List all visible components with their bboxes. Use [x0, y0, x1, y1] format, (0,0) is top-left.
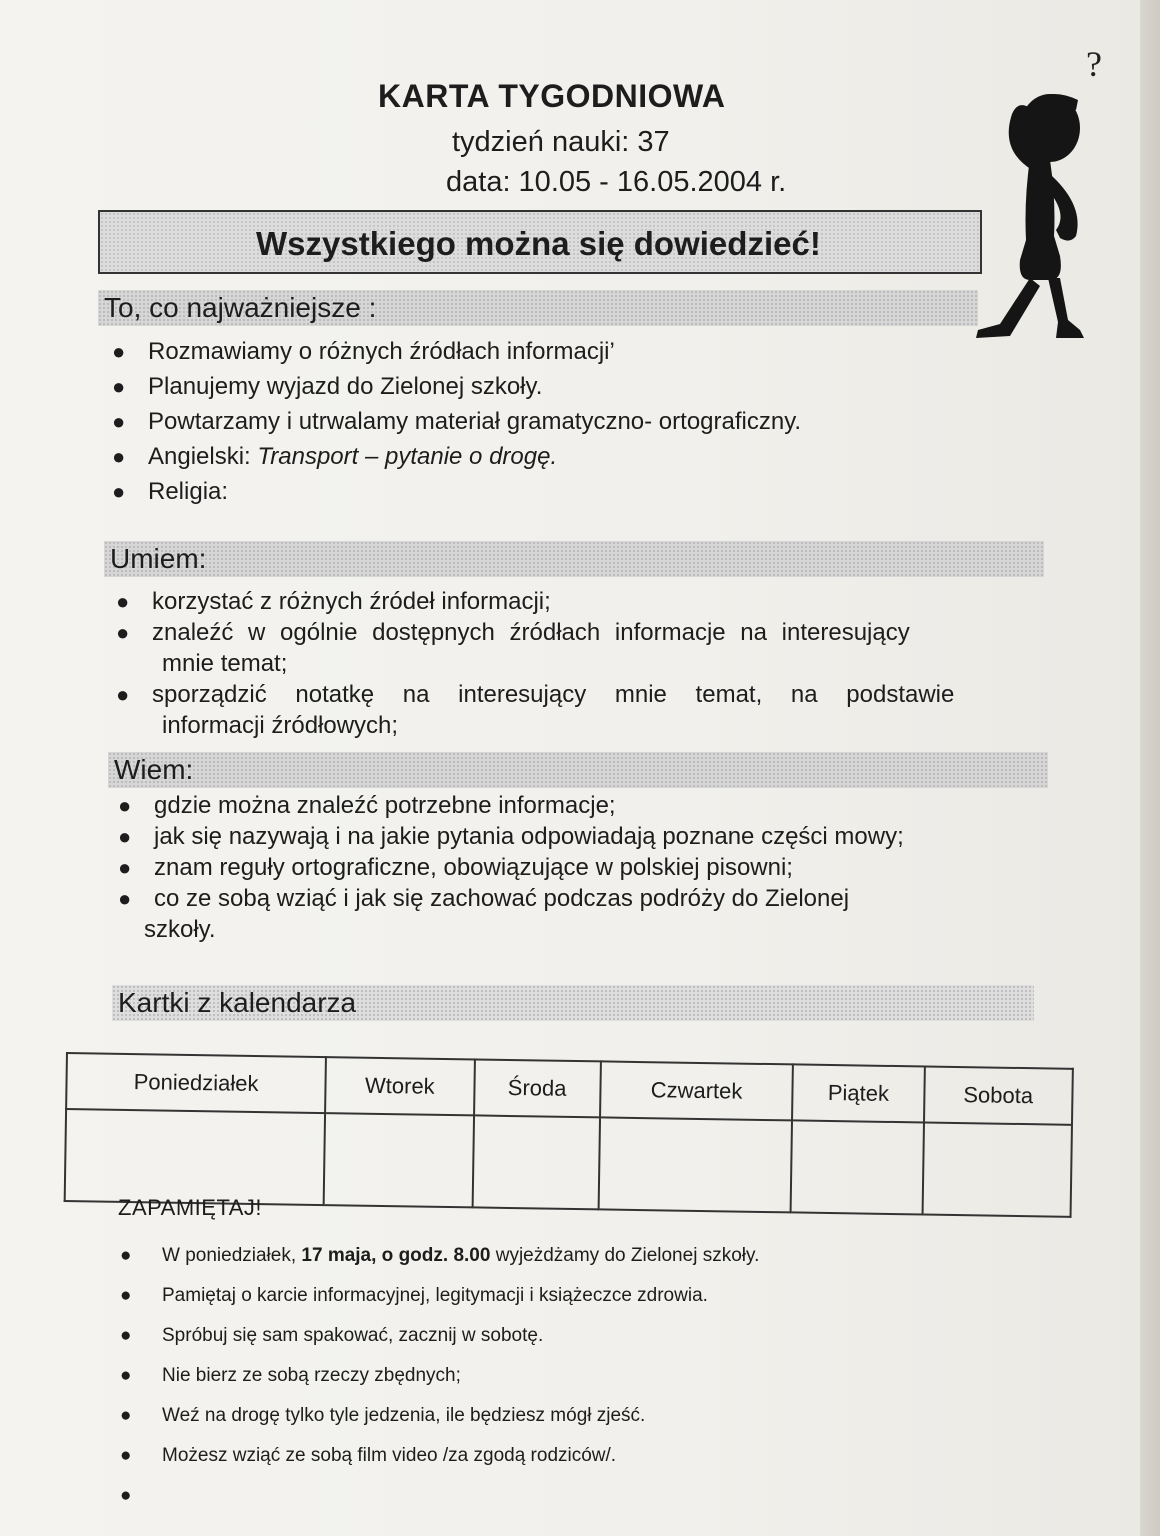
umiem-list: [108, 586, 1043, 741]
bullet-icon: ●: [116, 589, 130, 614]
day-header: Poniedziałek: [66, 1053, 326, 1113]
list-item: ● Religia:: [104, 474, 801, 509]
section-heading-najwazniejsze: To, co najważniejsze :: [98, 290, 978, 326]
bullet-icon: ●: [120, 1325, 132, 1346]
table-cell: [65, 1109, 326, 1205]
list-item: ● sporządzić notatkę na interesujący mnie temat, na podstawie informacji źródłowych;: [116, 681, 955, 739]
bullet-icon: ●: [112, 444, 126, 469]
bullet-icon: ●: [118, 793, 132, 818]
bullet-icon: ●: [118, 824, 132, 849]
thinking-man-icon: [960, 30, 1100, 350]
list-item: ● Weź na drogę tylko tyle jedzenia, ile będziesz mógł zjeść.: [118, 1396, 759, 1436]
list-item: ● jak się nazywają i na jakie pytania odpowiadają poznane części mowy;: [118, 823, 904, 850]
day-header: Sobota: [924, 1066, 1073, 1124]
bullet-icon: ●: [120, 1285, 132, 1306]
list-item: ● W poniedziałek, 17 maja, o godz. 8.00 wyjeżdżamy do Zielonej szkoły.: [118, 1236, 759, 1276]
list-item: ● korzystać z różnych źródeł informacji;: [116, 588, 551, 615]
list-item: ● Rozmawiamy o różnych źródłach informacji’: [104, 334, 801, 369]
section-heading-kalendarz: Kartki z kalendarza: [112, 985, 1034, 1021]
day-header: Piątek: [792, 1064, 924, 1122]
page-edge: [1140, 0, 1160, 1536]
document-title: KARTA TYGODNIOWA: [378, 78, 726, 114]
zapamietaj-list: [118, 1236, 759, 1516]
list-item: ● gdzie można znaleźć potrzebne informacje;: [118, 792, 616, 819]
section-heading-umiem: Umiem:: [104, 541, 1044, 577]
list-item: ● Planujemy wyjazd do Zielonej szkoły.: [104, 369, 801, 404]
day-header: Środa: [474, 1059, 601, 1117]
list-item: ● Angielski: Transport – pytanie o drogę.: [104, 439, 801, 474]
najwazniejsze-list: [104, 334, 801, 509]
banner-text: Wszystkiego można się dowiedzieć!: [256, 225, 821, 262]
bullet-icon: ●: [112, 409, 126, 434]
bullet-icon: ●: [120, 1485, 132, 1506]
bullet-icon: ●: [118, 855, 132, 880]
bullet-icon: ●: [116, 620, 130, 645]
table-cell: [472, 1115, 600, 1209]
bullet-icon: ●: [120, 1445, 132, 1466]
day-header: Czwartek: [600, 1061, 793, 1120]
calendar-table: [64, 1052, 1074, 1218]
day-header: Wtorek: [325, 1057, 474, 1115]
table-cell: [598, 1117, 792, 1212]
bullet-icon: ●: [120, 1405, 132, 1426]
section-heading-wiem: Wiem:: [108, 752, 1048, 788]
list-item: [118, 1476, 759, 1516]
week-number: tydzień nauki: 37: [452, 126, 670, 158]
bullet-icon: ●: [116, 682, 130, 707]
question-mark-text: ?: [1086, 44, 1102, 84]
bullet-icon: ●: [120, 1245, 132, 1266]
table-cell: [922, 1122, 1072, 1216]
list-item: ● co ze sobą wziąć i jak się zachować podczas podróży do Zielonej szkoły.: [118, 885, 850, 943]
list-item: ● znaleźć w ogólnie dostępnych źródłach informacje na interesujący mnie temat;: [116, 619, 910, 677]
bullet-icon: ●: [120, 1365, 132, 1386]
wiem-list: [110, 790, 1045, 945]
bullet-icon: ●: [112, 479, 126, 504]
list-item: ● znam reguły ortograficzne, obowiązujące w polskiej pisowni;: [118, 854, 793, 881]
date-range: data: 10.05 - 16.05.2004 r.: [446, 166, 787, 198]
bullet-icon: ●: [112, 339, 126, 364]
list-item: ● Pamiętaj o karcie informacyjnej, legitymacji i książeczce zdrowia.: [118, 1276, 759, 1316]
list-item: ● Spróbuj się sam spakować, zacznij w sobotę.: [118, 1316, 759, 1356]
bullet-icon: ●: [118, 886, 132, 911]
list-item: ● Powtarzamy i utrwalamy materiał gramatyczno- ortograficzny.: [104, 404, 801, 439]
list-item: ● Nie bierz ze sobą rzeczy zbędnych;: [118, 1356, 759, 1396]
section-heading-zapamietaj: ZAPAMIĘTAJ!: [118, 1195, 263, 1220]
list-item: ● Możesz wziąć ze sobą film video /za zgodą rodziców/.: [118, 1436, 759, 1476]
table-cell: [324, 1113, 474, 1207]
table-cell: [791, 1120, 924, 1214]
bullet-icon: ●: [112, 374, 126, 399]
